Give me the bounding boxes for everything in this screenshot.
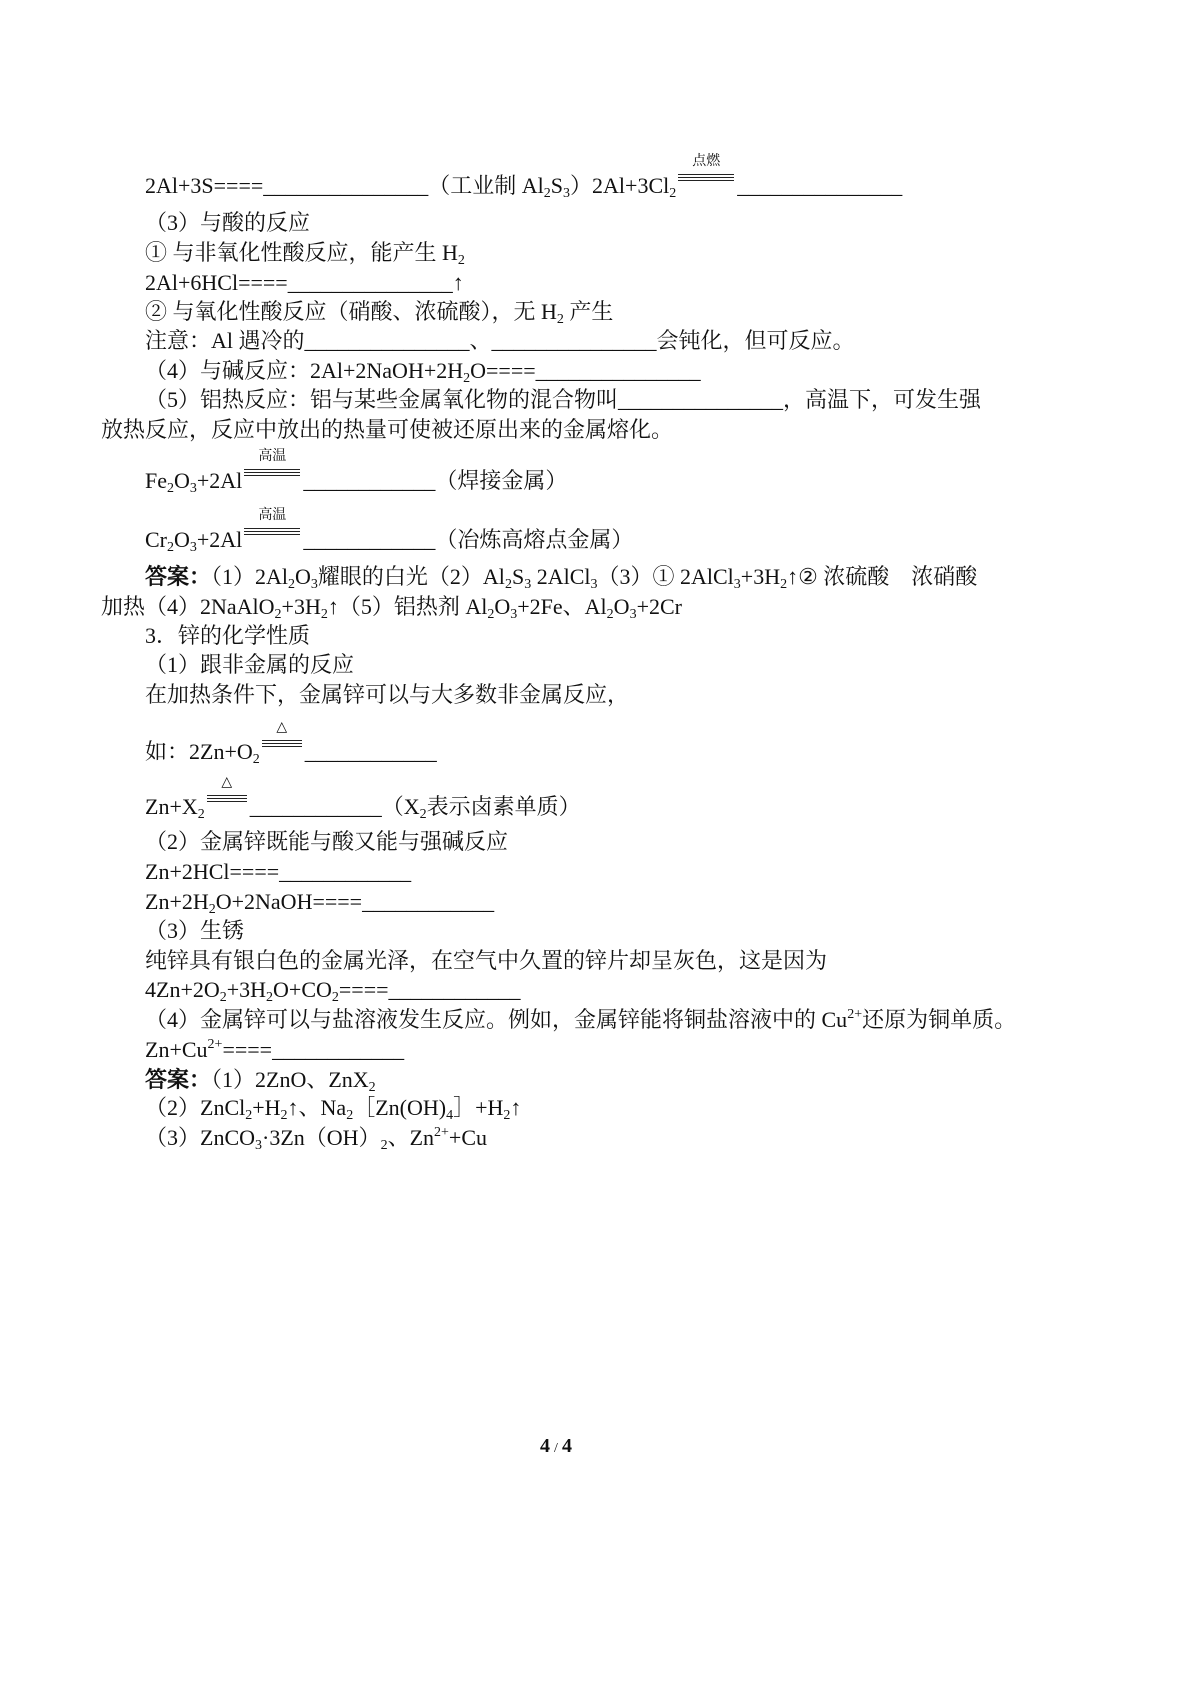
text-run: Zn+2HCl==== xyxy=(145,859,280,884)
answer-blank: ____________ xyxy=(303,527,436,552)
text-run: （工业制 Al xyxy=(428,173,544,198)
reaction-condition-label: △ xyxy=(221,775,233,790)
superscript: 2+ xyxy=(847,1007,863,1022)
document-line xyxy=(145,356,701,386)
subscript: 2 xyxy=(320,607,328,622)
text-run: ↑ xyxy=(452,270,464,295)
reaction-condition-label: △ xyxy=(276,720,288,735)
subscript: 2 xyxy=(167,540,174,555)
answer-label: 答案： xyxy=(145,1067,212,1092)
text-run: ，高温下，可发生强 xyxy=(783,387,982,412)
equals-sign-bars xyxy=(678,174,734,181)
page-number xyxy=(506,1430,606,1460)
answer-label: 答案： xyxy=(145,564,212,589)
subscript: 2 xyxy=(419,807,427,822)
reaction-condition-label: 高温 xyxy=(258,508,287,523)
document-line xyxy=(145,208,310,238)
document-line xyxy=(145,857,411,887)
answer-blank: ____________ xyxy=(303,468,436,493)
text-run: ［Zn(OH) xyxy=(353,1095,447,1120)
answer-blank: _______________ xyxy=(287,270,453,295)
document-line xyxy=(101,592,682,622)
document-line xyxy=(145,326,855,356)
text-run: +3H xyxy=(740,564,781,589)
equals-sign-bars xyxy=(244,469,300,476)
answer-blank: _______________ xyxy=(304,328,470,353)
reaction-condition-sign xyxy=(207,775,247,822)
text-run: （1）跟非金属的反应 xyxy=(145,652,355,677)
subscript: 2 xyxy=(266,990,274,1005)
document-line xyxy=(145,916,244,946)
text-run: Cr xyxy=(145,527,167,552)
subscript: 2 xyxy=(346,1108,354,1123)
subscript: 2 xyxy=(669,186,677,201)
subscript: 4 xyxy=(446,1108,454,1123)
text-run: +3H xyxy=(226,977,267,1002)
subscript: 3 xyxy=(310,577,318,592)
reaction-condition-sign xyxy=(244,449,300,496)
text-run: 2AlCl xyxy=(531,564,591,589)
document-line xyxy=(145,1035,404,1065)
text-run: 2Al+3S==== xyxy=(145,173,264,198)
reaction-condition-label: 点燃 xyxy=(692,154,721,169)
document-line xyxy=(145,887,494,917)
equals-sign-bars xyxy=(207,795,247,802)
text-run: ↑② 浓硫酸 浓硝酸 xyxy=(787,564,978,589)
document-line xyxy=(145,775,581,822)
text-run: O xyxy=(174,468,190,493)
reaction-condition-sign xyxy=(262,720,302,767)
subscript: 2 xyxy=(556,312,564,327)
answer-blank: ____________ xyxy=(272,1037,405,1062)
subscript: 2 xyxy=(487,607,495,622)
text-run: O xyxy=(494,594,511,619)
text-run: 会钝化，但可反应。 xyxy=(656,328,855,353)
answer-blank: _______________ xyxy=(535,358,701,383)
subscript: 2 xyxy=(780,577,788,592)
text-run: （3）与酸的反应 xyxy=(145,210,311,235)
subscript: 2 xyxy=(197,807,205,822)
text-run: O+2NaOH==== xyxy=(215,889,363,914)
subscript: 3 xyxy=(733,577,741,592)
text-run: O xyxy=(613,594,630,619)
text-run: +2Fe、Al xyxy=(517,594,607,619)
text-run: S xyxy=(511,564,525,589)
text-run: +2Al xyxy=(196,527,243,552)
text-run: 4Zn+2O xyxy=(145,977,220,1002)
reaction-condition-sign xyxy=(678,154,734,201)
document-line xyxy=(145,562,977,592)
document-line xyxy=(101,415,673,445)
answer-blank: _______________ xyxy=(263,173,429,198)
text-run: Zn+Cu xyxy=(145,1037,208,1062)
subscript: 3 xyxy=(590,577,598,592)
text-run: +2Cr xyxy=(636,594,682,619)
subscript: 2 xyxy=(543,186,551,201)
total-pages: 4 xyxy=(561,1435,572,1457)
text-run: ② 与氧化性酸反应（硝酸、浓硫酸），无 H xyxy=(145,299,557,324)
subscript: 2 xyxy=(457,253,465,268)
subscript: 3 xyxy=(189,540,197,555)
answer-blank: _______________ xyxy=(618,387,784,412)
equals-sign-bars xyxy=(262,740,302,747)
document-line xyxy=(145,1005,1016,1035)
text-run: ·3Zn（OH） xyxy=(262,1125,381,1150)
document-line xyxy=(145,238,465,268)
document-line xyxy=(145,449,568,496)
answer-blank: ____________ xyxy=(279,859,412,884)
subscript: 2 xyxy=(503,1108,511,1123)
text-run: （2）ZnCl xyxy=(145,1095,246,1120)
text-run: 注意：Al 遇冷的 xyxy=(145,328,305,353)
text-run: ］+H xyxy=(453,1095,504,1120)
subscript: 2 xyxy=(606,607,614,622)
document-line xyxy=(145,975,521,1005)
document-line xyxy=(145,1065,376,1095)
current-page: 4 xyxy=(540,1435,551,1457)
text-run: 、 xyxy=(469,328,492,353)
text-run: （冶炼高熔点金属） xyxy=(435,527,634,552)
text-run: ==== xyxy=(222,1037,273,1062)
text-run: +Cu xyxy=(448,1125,488,1150)
text-run: Fe xyxy=(145,468,167,493)
text-run: （1）2Al xyxy=(211,564,289,589)
document-line xyxy=(145,827,508,857)
subscript: 2 xyxy=(331,990,339,1005)
text-run: ↑、Na xyxy=(287,1095,347,1120)
text-run: ↑ xyxy=(510,1095,522,1120)
subscript: 3 xyxy=(510,607,518,622)
text-run: （3）① 2AlCl xyxy=(597,564,734,589)
text-run: 表示卤素单质） xyxy=(426,794,581,819)
subscript: 2 xyxy=(368,1080,376,1095)
text-run: O xyxy=(174,527,190,552)
answer-blank: ____________ xyxy=(388,977,521,1002)
answer-blank: ____________ xyxy=(304,739,437,764)
reaction-condition-label: 高温 xyxy=(258,449,287,464)
text-run: ① 与非氧化性酸反应，能产生 H xyxy=(145,240,458,265)
text-run: （4）金属锌可以与盐溶液发生反应。例如，金属锌能将铜盐溶液中的 Cu xyxy=(145,1007,848,1032)
document-line xyxy=(145,385,981,415)
subscript: 2 xyxy=(463,371,471,386)
text-run: ）2Al+3Cl xyxy=(570,173,670,198)
subscript: 2 xyxy=(380,1138,388,1153)
text-run: （X xyxy=(381,794,420,819)
document-line xyxy=(145,268,464,298)
subscript: 2 xyxy=(208,902,216,917)
text-run: +3H xyxy=(281,594,321,619)
text-run: O==== xyxy=(470,358,536,383)
text-run: 、Zn xyxy=(387,1125,435,1150)
subscript: 3 xyxy=(563,186,571,201)
subscript: 3 xyxy=(629,607,637,622)
text-run: 纯锌具有银白色的金属光泽，在空气中久置的锌片却呈灰色，这是因为 xyxy=(145,948,828,973)
subscript: 2 xyxy=(219,990,227,1005)
document-line xyxy=(145,946,827,976)
text-run: O+CO xyxy=(273,977,332,1002)
superscript: 2+ xyxy=(434,1125,449,1140)
document-line xyxy=(145,508,634,555)
section-heading xyxy=(145,621,310,651)
reaction-condition-sign xyxy=(244,508,300,555)
document-line xyxy=(145,680,629,710)
subscript: 3 xyxy=(255,1138,263,1153)
document-line xyxy=(145,1123,487,1153)
text-run: Zn+2H xyxy=(145,889,209,914)
text-run: 耀眼的白光（2）Al xyxy=(317,564,505,589)
document-line xyxy=(145,650,354,680)
text-run: （3）ZnCO xyxy=(145,1125,256,1150)
answer-blank: _______________ xyxy=(737,173,903,198)
text-run: 还原为铜单质。 xyxy=(862,1007,1017,1032)
text-run: （3）生锈 xyxy=(145,918,245,943)
document-line xyxy=(145,297,613,327)
text-run: （1）2ZnO、ZnX xyxy=(211,1067,369,1092)
text-run: （焊接金属） xyxy=(435,468,568,493)
subscript: 3 xyxy=(189,481,197,496)
subscript: 2 xyxy=(288,577,296,592)
document-line xyxy=(145,154,903,201)
subscript: 2 xyxy=(245,1108,253,1123)
subscript: 2 xyxy=(252,752,260,767)
text-run: （5）铝热反应：铝与某些金属氧化物的混合物叫 xyxy=(145,387,619,412)
text-run: 产生 xyxy=(563,299,614,324)
text-run: 如：2Zn+O xyxy=(145,739,253,764)
text-run: 放热反应，反应中放出的热量可使被还原出来的金属熔化。 xyxy=(101,417,674,442)
text-run: （2）金属锌既能与酸又能与强碱反应 xyxy=(145,829,509,854)
text-run: （4）与碱反应：2Al+2NaOH+2H xyxy=(145,358,464,383)
subscript: 2 xyxy=(274,607,282,622)
text-run: O xyxy=(295,564,311,589)
document-line xyxy=(145,720,437,767)
text-run: 3．锌的化学性质 xyxy=(145,623,311,648)
text-run: ↑（5）铝热剂 Al xyxy=(327,594,488,619)
text-run: 加热（4）2NaAlO xyxy=(101,594,275,619)
text-run: S xyxy=(550,173,564,198)
subscript: 3 xyxy=(524,577,532,592)
document-line xyxy=(145,1093,521,1123)
text-run: Zn+X xyxy=(145,794,198,819)
subscript: 2 xyxy=(167,481,174,496)
text-run: +2Al xyxy=(196,468,243,493)
text-run: 2Al+6HCl==== xyxy=(145,270,288,295)
subscript: 2 xyxy=(280,1108,288,1123)
answer-blank: ____________ xyxy=(362,889,495,914)
equals-sign-bars xyxy=(244,528,300,535)
text-run: ==== xyxy=(338,977,389,1002)
text-run: 在加热条件下，金属锌可以与大多数非金属反应， xyxy=(145,682,630,707)
superscript: 2+ xyxy=(207,1037,223,1052)
answer-blank: _______________ xyxy=(491,328,657,353)
answer-blank: ____________ xyxy=(249,794,382,819)
text-run: +H xyxy=(252,1095,281,1120)
page-separator: / xyxy=(554,1441,558,1456)
subscript: 2 xyxy=(504,577,512,592)
